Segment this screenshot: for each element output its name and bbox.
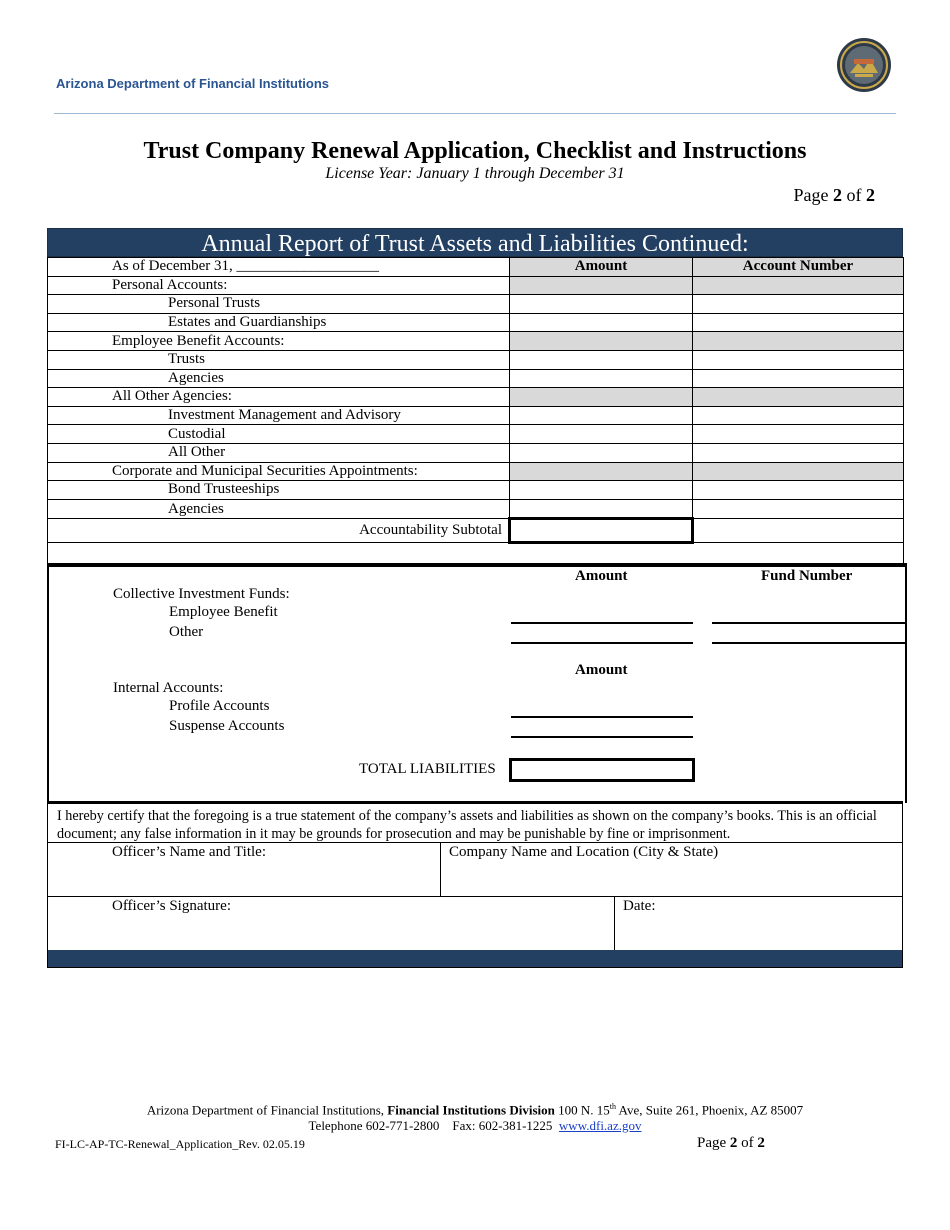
spacer-row <box>48 543 904 565</box>
certification-text: I hereby certify that the foregoing is a true statement of the company’s assets and liabilities as shown on the company’s books. This is an official document; any false information in it may be grounds for prosecution and may be punishable by fine or imprisonment. <box>57 808 877 842</box>
subtotal-amount-field[interactable] <box>510 519 693 543</box>
profile-accounts-amount-field[interactable] <box>511 716 693 718</box>
row-label: Corporate and Municipal Securities Appointments: <box>48 462 510 481</box>
amount-field[interactable] <box>510 443 693 462</box>
row-label: All Other <box>48 443 510 462</box>
table-row <box>48 462 904 481</box>
account-number-field[interactable] <box>693 406 904 425</box>
row-label: Estates and Guardianships <box>48 313 510 332</box>
page-number: Page 2 of 2 <box>793 185 875 205</box>
amount-field[interactable] <box>510 425 693 444</box>
amount-column-header-2: Amount <box>575 662 628 678</box>
other-label: Other <box>169 624 204 640</box>
liabilities-section <box>47 563 907 803</box>
section-banner: Annual Report of Trust Assets and Liabilities Continued: <box>47 228 903 257</box>
account-number-field[interactable] <box>693 481 904 500</box>
total-liabilities-label: TOTAL LIABILITIES <box>359 761 496 777</box>
account-number-field[interactable] <box>693 295 904 314</box>
table-row <box>48 350 904 369</box>
shaded-cell <box>693 388 904 407</box>
amount-field[interactable] <box>510 295 693 314</box>
table-row <box>48 499 904 519</box>
table-row <box>48 332 904 351</box>
officer-signature-field[interactable]: Officer’s Signature: <box>48 896 615 951</box>
row-label: Personal Accounts: <box>48 276 510 295</box>
suspense-accounts-label: Suspense Accounts <box>169 718 285 734</box>
other-amount-field[interactable] <box>511 642 693 644</box>
account-number-column-header: Account Number <box>693 258 904 277</box>
date-field[interactable]: Date: <box>615 896 902 951</box>
account-number-field[interactable] <box>693 425 904 444</box>
employee-benefit-label: Employee Benefit <box>169 604 278 620</box>
row-label: Bond Trusteeships <box>48 481 510 500</box>
table-row <box>48 481 904 500</box>
certification-section <box>47 801 903 968</box>
account-number-field[interactable] <box>693 443 904 462</box>
row-label: Employee Benefit Accounts: <box>48 332 510 351</box>
account-number-field[interactable] <box>693 313 904 332</box>
footer-address: Arizona Department of Financial Institutions, Financial Institutions Division 100 N. 15th Ave, Suite 261, Phoenix, AZ 85007 <box>146 1102 804 1118</box>
shaded-cell <box>693 276 904 295</box>
row-label: Custodial <box>48 425 510 444</box>
account-number-field[interactable] <box>693 499 904 519</box>
shaded-cell <box>510 332 693 351</box>
collective-funds-label: Collective Investment Funds: <box>113 586 290 602</box>
account-number-field[interactable] <box>693 350 904 369</box>
footer-contact: Telephone 602-771-2800 Fax: 602-381-1225 www.dfi.az.gov <box>308 1118 642 1133</box>
table-header-row <box>48 258 904 277</box>
table-row <box>48 295 904 314</box>
shaded-cell <box>510 388 693 407</box>
table-row <box>48 443 904 462</box>
table-row <box>48 276 904 295</box>
row-label: Personal Trusts <box>48 295 510 314</box>
trust-assets-table <box>47 257 904 565</box>
profile-accounts-label: Profile Accounts <box>169 698 270 714</box>
table-row <box>48 406 904 425</box>
officer-name-field[interactable]: Officer’s Name and Title: <box>48 842 441 897</box>
suspense-accounts-amount-field[interactable] <box>511 736 693 738</box>
footer-page-number: Page 2 of 2 <box>697 1135 765 1151</box>
amount-column-header: Amount <box>575 568 628 584</box>
arizona-state-seal-icon <box>836 37 892 93</box>
employee-benefit-fund-number-field[interactable] <box>712 622 905 624</box>
table-row <box>48 369 904 388</box>
page-title: Trust Company Renewal Application, Checklist and Instructions <box>143 138 807 164</box>
amount-field[interactable] <box>510 369 693 388</box>
row-label: Investment Management and Advisory <box>48 406 510 425</box>
other-fund-number-field[interactable] <box>712 642 905 644</box>
amount-field[interactable] <box>510 350 693 369</box>
account-number-field[interactable] <box>693 369 904 388</box>
row-label: Agencies <box>48 369 510 388</box>
table-row <box>48 425 904 444</box>
row-label: Trusts <box>48 350 510 369</box>
agency-name: Arizona Department of Financial Institutions <box>56 76 330 91</box>
shaded-cell <box>693 462 904 481</box>
license-year-subtitle: License Year: January 1 through December 31 <box>325 165 625 182</box>
amount-column-header: Amount <box>510 258 693 277</box>
as-of-date-field[interactable]: ___________________ <box>236 258 380 275</box>
table-row <box>48 388 904 407</box>
shaded-cell <box>510 462 693 481</box>
subtotal-account-cell <box>693 519 904 543</box>
company-name-field[interactable]: Company Name and Location (City & State) <box>441 842 902 897</box>
total-liabilities-field[interactable] <box>509 758 695 782</box>
form-id: FI-LC-AP-TC-Renewal_Application_Rev. 02.05.19 <box>55 1137 305 1151</box>
subtotal-label: Accountability Subtotal <box>48 519 510 543</box>
trust-assets-section <box>47 228 903 565</box>
employee-benefit-amount-field[interactable] <box>511 622 693 624</box>
as-of-label: As of December 31, ___________________ <box>48 258 510 277</box>
subtotal-row <box>48 519 904 543</box>
table-row <box>48 313 904 332</box>
website-link[interactable]: www.dfi.az.gov <box>558 1118 642 1133</box>
amount-field[interactable] <box>510 481 693 500</box>
internal-accounts-label: Internal Accounts: <box>113 680 224 696</box>
amount-field[interactable] <box>510 313 693 332</box>
row-label: All Other Agencies: <box>48 388 510 407</box>
row-label: Agencies <box>48 499 510 519</box>
fund-number-column-header: Fund Number <box>761 568 853 584</box>
shaded-cell <box>510 276 693 295</box>
amount-field[interactable] <box>510 499 693 519</box>
header-divider <box>54 113 896 114</box>
shaded-cell <box>693 332 904 351</box>
section-footer-bar <box>48 950 902 967</box>
amount-field[interactable] <box>510 406 693 425</box>
